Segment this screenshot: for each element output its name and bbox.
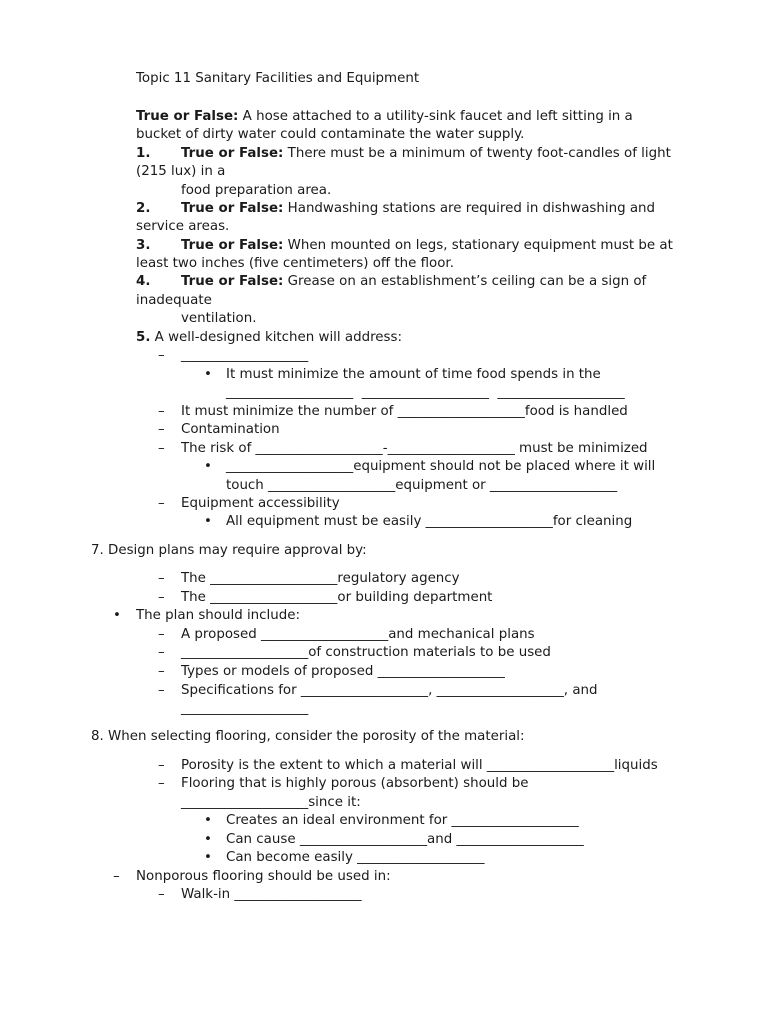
q1-text: There must be a minimum of twenty foot-candles of light [283,146,671,161]
q8-item-3a: Walk-in ___________________ [181,887,362,902]
q8-item-1: Porosity is the extent to which a material will ___________________liquids [181,758,658,773]
q5-item-3: Contamination [181,422,280,437]
q7-plan-item-1: A proposed ___________________and mechanical plans [181,627,535,642]
q3-label: True or False: [181,238,284,253]
q7-item-2: The ___________________or building department [181,590,493,605]
q5-bullet-4: • [204,459,212,474]
q2-num: 2. [136,201,151,216]
tf-label: True or False: [136,109,239,124]
q5-line [136,329,402,347]
q3-line-2: least two inches (five centimeters) off the floor. [136,256,454,271]
q1-line-2: (215 lux) in a [136,164,226,179]
q8-sub-item-2: Can cause ___________________and ___________________ [226,832,584,847]
q2-line-2: service areas. [136,219,230,234]
q1-line-3: food preparation area. [181,183,332,198]
q1-label: True or False: [181,146,284,161]
q4-label: True or False: [181,274,284,289]
q2-text: Handwashing stations are required in dishwashing and [283,201,656,216]
q7-dash-5: – [158,664,165,679]
q1-number [136,145,150,163]
q4-line-1 [181,273,646,291]
q5-item-1a-line-2: ___________________ ___________________ ___________________ [226,385,625,400]
q2-number [136,200,150,218]
q8-item-3: Nonporous flooring should be used in: [136,869,391,884]
document-title: Topic 11 Sanitary Facilities and Equipment [136,71,420,86]
tf-intro-line-2: bucket of dirty water could contaminate the water supply. [136,127,525,142]
q1-num: 1. [136,146,151,161]
q7-dash-1: – [158,571,165,586]
q5-item-4a-line-1: ___________________equipment should not be placed where it will [226,459,656,474]
q4-num: 4. [136,274,151,289]
q7-dash-3: – [158,627,165,642]
q3-text: When mounted on legs, stationary equipment must be at [283,238,673,253]
q8-bullet-1: • [204,813,212,828]
q5-bullet-5: • [204,514,212,529]
q4-line-3: ventilation. [181,311,257,326]
q4-number [136,273,150,291]
q5-num: 5. [136,330,151,345]
q7-plan-item-4-line-1: Specifications for ___________________, ___________________, and [181,683,598,698]
q5-dash-4: – [158,441,165,456]
q3-line-1 [181,237,673,255]
q8-dash-3: – [113,869,120,884]
q4-text: Grease on an establishment’s ceiling can be a sign of [283,274,647,289]
q5-bullet-1: • [204,367,212,382]
q1-line-1 [181,145,671,163]
q8-sub-item-1: Creates an ideal environment for ___________________ [226,813,579,828]
q5-item-1a-line-1: It must minimize the amount of time food spends in the [226,367,601,382]
q5-item-4: The risk of ___________________-___________________ must be minimized [181,441,648,456]
q5-dash-3: – [158,422,165,437]
q8-item-2-line-1: Flooring that is highly porous (absorbent) should be [181,776,529,791]
q7-item-1: The ___________________regulatory agency [181,571,460,586]
q7-plan-bullet: • [113,608,121,623]
q3-number [136,237,150,255]
q2-line-1 [181,200,655,218]
tf-intro-text: A hose attached to a utility-sink faucet and left sitting in a [238,109,633,124]
q2-label: True or False: [181,201,284,216]
q8-heading: 8. When selecting flooring, consider the porosity of the material: [91,729,525,744]
q7-heading: 7. Design plans may require approval by: [91,543,367,558]
q7-plan-item-3: Types or models of proposed ___________________ [181,664,505,679]
q7-dash-6: – [158,683,165,698]
q7-dash-4: – [158,645,165,660]
q8-dash-4: – [158,887,165,902]
q5-dash-1: – [158,348,165,363]
q5-item-4a-line-2: touch ___________________equipment or ___________________ [226,478,618,493]
q5-item-5a: All equipment must be easily ___________________for cleaning [226,514,633,529]
q8-item-2-line-2: ___________________since it: [181,795,361,810]
q7-plan-heading: The plan should include: [136,608,300,623]
q8-bullet-3: • [204,850,212,865]
q7-dash-2: – [158,590,165,605]
q4-line-2: inadequate [136,293,212,308]
q5-item-2: It must minimize the number of ___________________food is handled [181,404,628,419]
q8-sub-item-3: Can become easily ___________________ [226,850,485,865]
q5-item-5: Equipment accessibility [181,496,340,511]
q3-num: 3. [136,238,151,253]
q7-plan-item-4-line-2: ___________________ [181,701,309,716]
q5-item-1-blank: ___________________ [181,348,309,363]
q5-text: A well-designed kitchen will address: [150,330,403,345]
q5-dash-2: – [158,404,165,419]
q8-bullet-2: • [204,832,212,847]
tf-intro-line-1 [136,108,633,126]
q5-dash-5: – [158,496,165,511]
q7-plan-item-2: ___________________of construction materials to be used [181,645,551,660]
q8-dash-2: – [158,776,165,791]
q8-dash-1: – [158,758,165,773]
